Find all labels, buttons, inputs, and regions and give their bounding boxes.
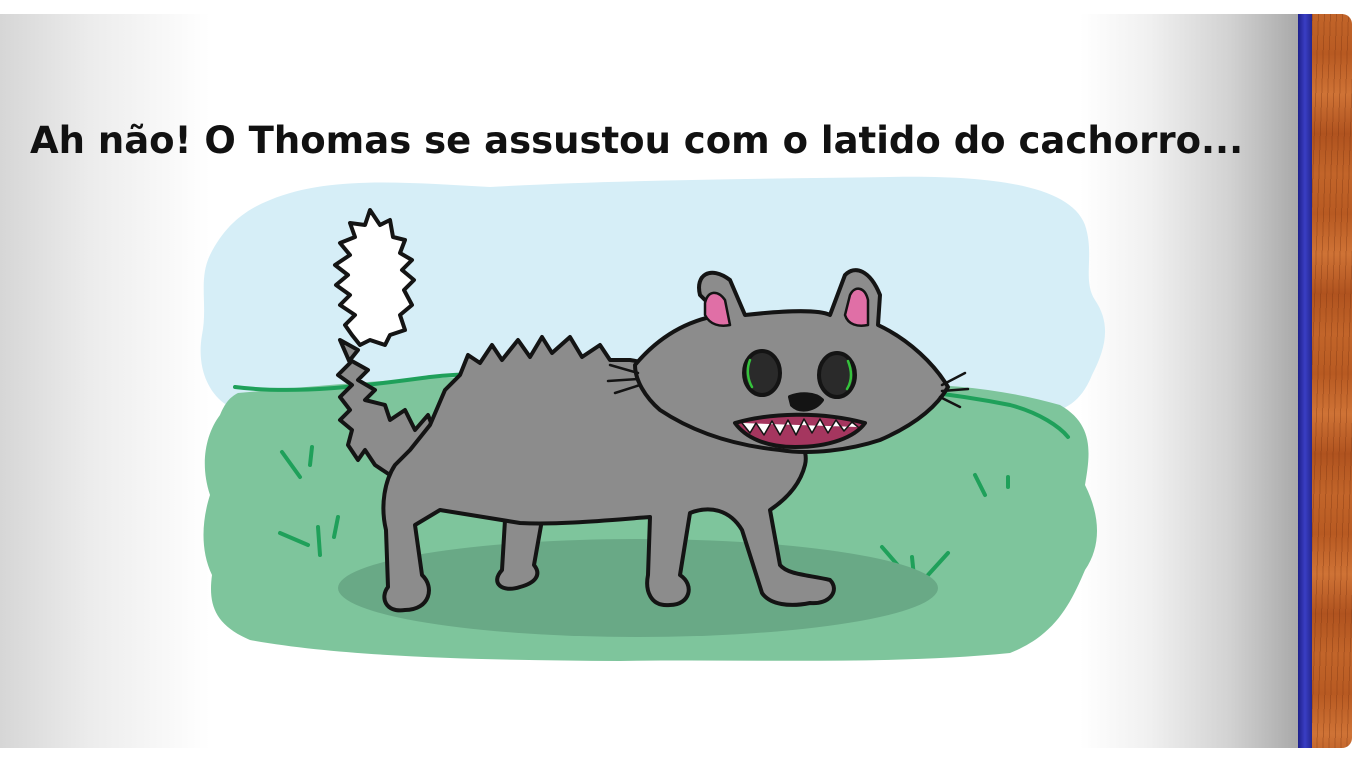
bottom-edge	[0, 748, 1366, 768]
top-edge	[0, 0, 1300, 15]
page-caption: Ah não! O Thomas se assustou com o latido do cachorro...	[30, 119, 1244, 162]
wooden-book-cover	[1312, 14, 1352, 748]
book-spine	[1298, 14, 1312, 748]
frightened-cat-illustration	[190, 165, 1120, 675]
